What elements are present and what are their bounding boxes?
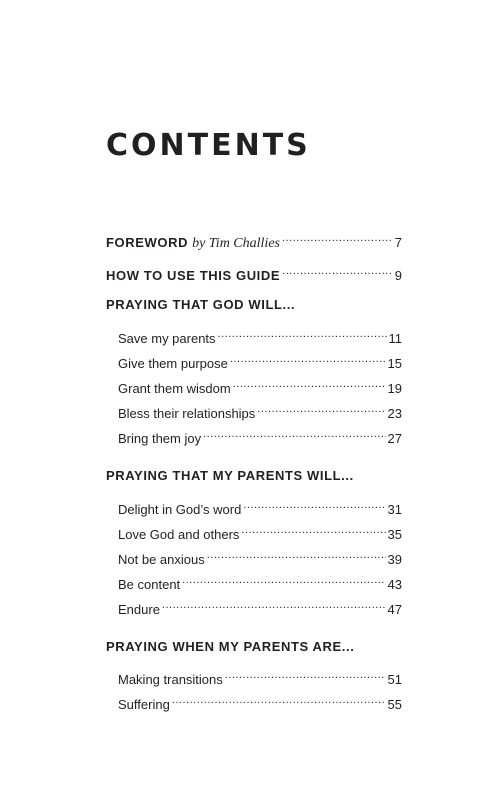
toc-page-number: 11 [388,331,402,346]
section-title: PRAYING WHEN MY PARENTS ARE... [106,639,355,654]
toc-entry-how-to-use[interactable] [106,262,402,285]
toc-page-number: 39 [387,552,402,567]
section-title: PRAYING THAT MY PARENTS WILL... [106,468,354,483]
toc-page-number: 55 [387,697,402,712]
toc-entry-label: Save my parents [118,331,216,346]
toc-entry[interactable] [118,521,402,544]
toc-entry[interactable] [118,571,402,594]
toc-entry[interactable] [118,425,402,448]
dot-leader [257,400,385,418]
toc-entry[interactable] [118,400,402,423]
dot-leader [241,521,385,539]
contents-heading: CONTENTS [106,128,311,163]
toc-entry-foreword[interactable] [106,229,402,253]
toc-entry[interactable] [118,666,402,689]
dot-leader [233,375,386,393]
toc-entry[interactable] [118,375,402,398]
toc-entry-label: Delight in God’s word [118,502,242,517]
toc-entry[interactable] [118,496,402,519]
toc-entry-label: Give them purpose [118,356,228,371]
toc-page-number: 27 [387,431,402,446]
toc-entry-label: Not be anxious [118,552,205,567]
toc-page-number: 51 [387,672,402,687]
toc-entry-label: Grant them wisdom [118,381,231,396]
toc-entry-byline: by Tim Challies [192,236,280,251]
toc-entry-label: Bless their relationships [118,406,256,421]
dot-leader [218,325,387,343]
dot-leader [207,546,386,564]
toc-entry[interactable] [118,546,402,569]
toc-entry-title: FOREWORD [106,235,189,250]
toc-page-number: 7 [394,235,402,250]
section-title: PRAYING THAT GOD WILL... [106,297,296,312]
dot-leader [230,350,386,368]
toc-page-number: 19 [387,381,402,396]
toc-page-number: 35 [387,527,402,542]
toc-entry[interactable] [118,325,402,348]
toc-entry-label: Suffering [118,697,170,712]
toc-entry[interactable] [118,596,402,619]
toc-entry-label: Bring them joy [118,431,202,446]
toc-entry[interactable] [118,350,402,373]
toc-page-number: 15 [387,356,402,371]
toc-entry-label: Be content [118,577,181,592]
toc-entry-label: Endure [118,602,160,617]
dot-leader [162,596,386,614]
dot-leader [282,262,393,280]
dot-leader [225,666,386,684]
dot-leader [182,571,385,589]
toc-entry-label: Making transitions [118,672,223,687]
toc-entry[interactable] [118,691,402,714]
toc-page-number: 47 [387,602,402,617]
dot-leader [282,229,393,247]
toc-page-number: 43 [387,577,402,592]
toc-entry-label: Love God and others [118,527,240,542]
dot-leader [243,496,385,514]
toc-page-number: 23 [387,406,402,421]
toc-page-number: 31 [387,502,402,517]
dot-leader [172,691,386,709]
toc-page-number: 9 [394,268,402,283]
toc-entry-title: HOW TO USE THIS GUIDE [106,268,281,283]
dot-leader [203,425,385,443]
